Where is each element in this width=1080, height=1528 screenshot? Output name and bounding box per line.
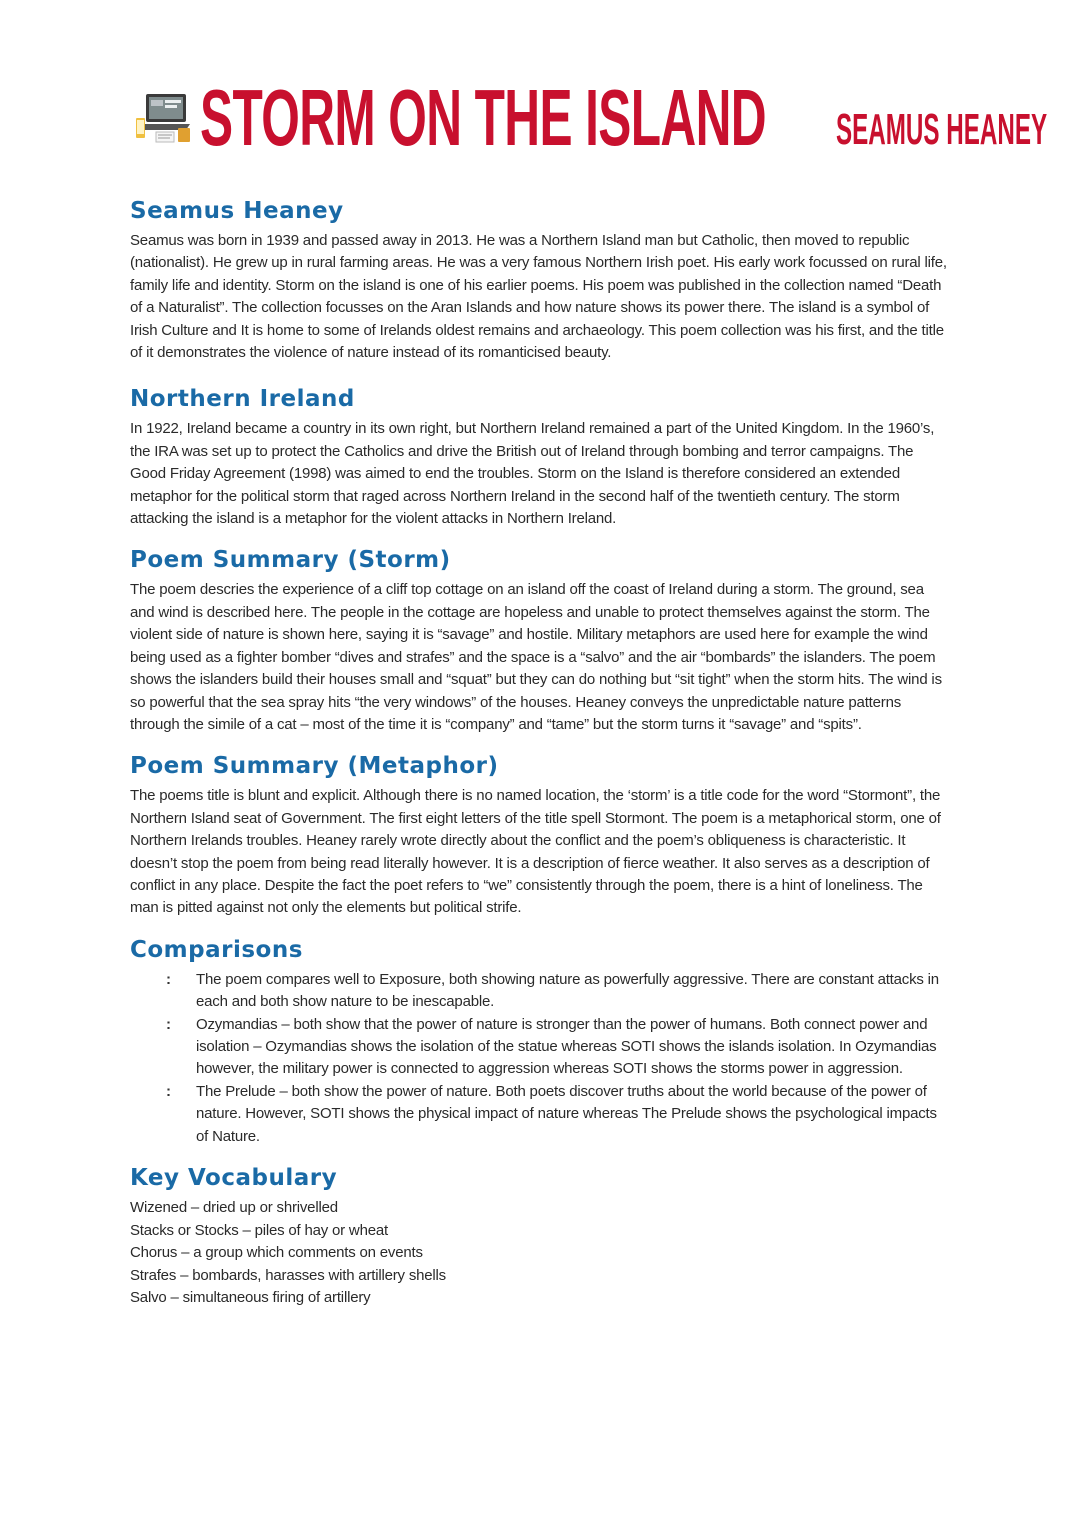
document-body — [130, 196, 952, 1310]
bullet-marker: : — [166, 1015, 171, 1033]
section-comparisons — [130, 935, 952, 1148]
section-heading: Key Vocabulary — [130, 1165, 338, 1191]
section-heading: Comparisons — [130, 936, 303, 963]
section-body: In 1922, Ireland became a country in its own right, but Northern Ireland remained a part of the United Kingdom. In the 1960’s, the IRA was set up to protect the Catholics and drive the British out of Ireland through bombing and terror campaigns. The Good Friday Agreement (1998) was aimed to end the troubles. Storm on the Island is therefore considered an extended metaphor for the political storm that raged across Northern Ireland in the second half of the twentieth century. The storm attacking the island is a metaphor for the violent attacks in Northern Ireland. — [130, 420, 935, 528]
section-poem-summary-storm — [130, 545, 952, 736]
section-poem-summary-metaphor — [130, 751, 952, 919]
section-northern-ireland — [130, 384, 952, 530]
list-item-text: Ozymandias – both show that the power of nature is stronger than the power of humans. Both connect power and isolation – Ozymandias shows the isolation of the statue whereas SOTI shows the islands isolation. In Ozymandias however, the military power is connected to aggression whereas SOTI shows the storms power in aggression. — [196, 1015, 937, 1078]
vocab-item: Salvo – simultaneous firing of artillery — [130, 1289, 371, 1307]
bullet-marker: : — [166, 970, 171, 988]
page-author: SEAMUS HEANEY — [836, 105, 1048, 154]
section-body: The poems title is blunt and explicit. Although there is no named location, the ‘storm’ is a title code for the word “Stormont”, the Northern Island seat of Government. The first eight letters of the title spell Stormont. The poem is a metaphorical storm, one of Northern Irelands troubles. Heaney rarely wrote directly about the conflict and the poem’s obliqueness is characteristic. It doesn’t stop the poem from being read literally however. It is a description of fierce weather. It also serves as a description of conflict in any place. Despite the fact the poet refers to “we” consistently through the poem, there is a hint of loneliness. The man is pitted against not only the elements but political strife. — [130, 787, 941, 917]
bullet-marker: : — [166, 1082, 171, 1100]
comparisons-list — [130, 969, 952, 1148]
vocab-item: Strafes – bombards, harasses with artillery shells — [130, 1266, 446, 1284]
section-heading: Poem Summary (Storm) — [130, 547, 451, 574]
section-heading: Seamus Heaney — [130, 198, 344, 224]
section-key-vocabulary — [130, 1163, 952, 1310]
list-item-text: The poem compares well to Exposure, both showing nature as powerfully aggressive. There are constant attacks in each and both show nature to be inescapable. — [196, 970, 939, 1011]
section-body: The poem descries the experience of a cliff top cottage on an island off the coast of Ireland during a storm. The ground, sea and wind is described here. The people in the cottage are hopeless and unable to protect themselves against the storm. The violent side of nature is shown here, saying it is “savage” and hostile. Military metaphors are used here for example the wind being used as a fighter bomber “dives and strafes” and the space is a “salvo” and the air “bombards” the islanders. The poem shows the islanders build their houses small and “squat” but they can do nothing but “sit tight” when the storm hits. The wind is so powerful that the sea spray hits “the very windows” of the houses. Heaney conveys the unpredictable nature patterns through the simile of a cat – most of the time it is “company” and “tame” but the storm turns it “savage” and “spits”. — [130, 581, 942, 733]
list-item — [166, 1014, 952, 1081]
vocab-item: Wizened – dried up or shrivelled — [130, 1199, 338, 1216]
laptop-icon — [134, 88, 194, 146]
section-body: Seamus was born in 1939 and passed away in 2013. He was a Northern Island man but Catholic, then moved to republic (nationalist). He grew up in rural farming areas. He was a very famous Northern Irish poet. His early work focussed on rural life, family life and identity. Storm on the island is one of his earlier poems. His poem was published in the collection named “Death of a Naturalist”. The collection focusses on the Aran Islands and how nature shows its power there. The island is a symbol of Irish Culture and It is home to some of Irelands oldest remains and archaeology. This poem collection was his first, and the title of it demonstrates the violence of nature instead of its romanticised beauty. — [130, 232, 947, 362]
section-heading: Northern Ireland — [130, 386, 355, 413]
list-item-text: The Prelude – both show the power of nature. Both poets discover truths about the world because of the power of nature. However, SOTI shows the physical impact of nature whereas The Prelude shows the psychological impacts of Nature. — [196, 1082, 937, 1145]
vocab-item: Chorus – a group which comments on events — [130, 1244, 423, 1262]
list-item — [166, 969, 952, 1014]
page-header — [134, 72, 1048, 162]
page-title: STORM ON THE ISLAND — [200, 73, 766, 162]
section-heading: Poem Summary (Metaphor) — [130, 753, 499, 780]
section-seamus-heaney — [130, 196, 952, 364]
list-item — [166, 1081, 952, 1148]
vocab-item: Stacks or Stocks – piles of hay or wheat — [130, 1221, 388, 1239]
